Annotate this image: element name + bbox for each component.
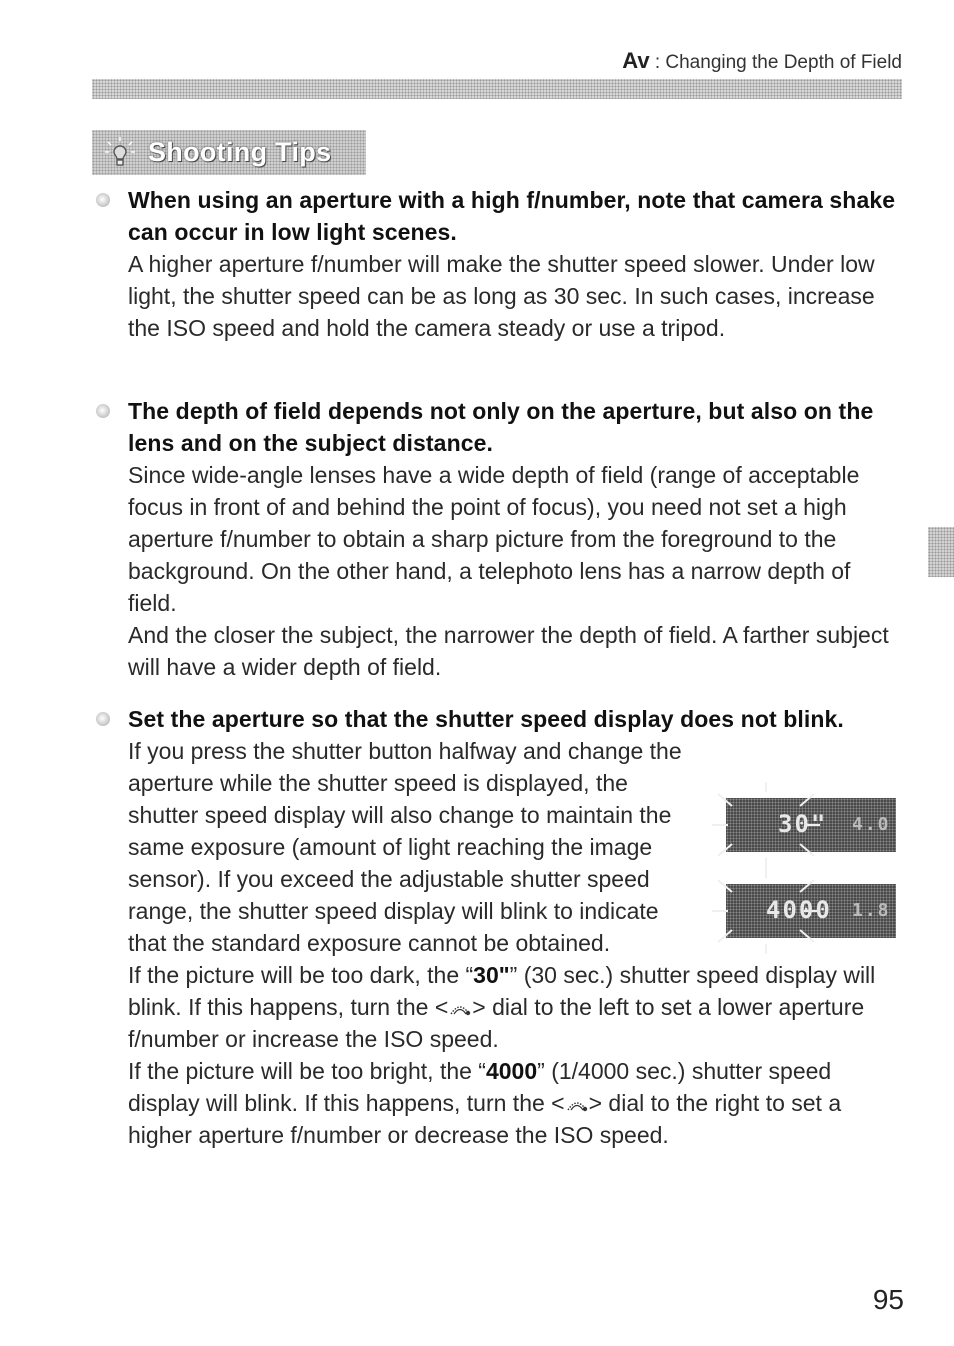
mode-label: Av: [622, 48, 650, 73]
main-dial-icon: [565, 1095, 589, 1113]
bullet-icon: [96, 712, 110, 726]
lcd-display-4000: [726, 884, 896, 938]
bullet-icon: [96, 404, 110, 418]
text-span: ” (30 sec.) shutter speed display will blink. If this happens, turn the <: [128, 962, 876, 1020]
shooting-tips-label: Shooting Tips: [148, 137, 332, 167]
page-header-title: [622, 48, 902, 74]
bullet-icon: [96, 193, 110, 207]
tip-1: [128, 184, 898, 344]
page-number: 95: [872, 1284, 904, 1315]
chapter-side-tab: [928, 527, 954, 577]
lightbulb-icon: [104, 136, 136, 170]
tip-1-heading: When using an aperture with a high f/number, note that camera shake can occur in low light scenes.: [128, 187, 896, 245]
shooting-tips-banner: [92, 130, 366, 175]
header-text: : Changing the Depth of Field: [649, 52, 902, 73]
lcd-shutter-value: 30": [778, 810, 828, 838]
tip-2-heading: The depth of field depends not only on the aperture, but also on the lens and on the subject distance.: [128, 398, 874, 456]
text-span: ” (1/4000 sec.) shutter speed display will blink. If this happens, turn the <: [128, 1058, 832, 1116]
tip-3-paragraph-1: If you press the shutter button halfway and change the aperture while the shutter speed is displayed, the shutter speed display will also change to maintain the same exposure (amount of light reaching the image sensor). If you exceed the adjustable shutter speed range, the shutter speed display will blink to indicate that the standard exposure cannot be obtained.: [128, 738, 682, 956]
lcd-aperture-value: 4.0: [852, 814, 891, 835]
text-span: > dial to the left to set a lower aperture f/number or increase the ISO speed.: [128, 994, 865, 1052]
tip-2: [128, 395, 898, 683]
shutter-4000-label: 4000: [485, 1058, 538, 1084]
tip-2-body: [128, 459, 898, 683]
main-dial-icon: [448, 999, 472, 1017]
tip-2-paragraph-2: And the closer the subject, the narrower the depth of field. A farther subject will have a wider depth of field.: [128, 622, 889, 680]
tip-3-paragraph-3: [128, 1055, 898, 1151]
tip-1-body: A higher aperture f/number will make the shutter speed slower. Under low light, the shutter speed can be as long as 30 sec. In such cases, increase the ISO speed and hold the camera steady or use a tripod.: [128, 251, 875, 341]
lcd-shutter-value: 4000: [766, 896, 832, 924]
header-bar: [92, 79, 902, 99]
shutter-30-label: 30": [473, 962, 510, 988]
tip-3-paragraph-2: [128, 959, 898, 1055]
text-span: If the picture will be too dark, the “: [128, 962, 474, 988]
lcd-display-30sec: [726, 798, 896, 852]
lcd-aperture-value: 1.8: [852, 900, 891, 921]
text-span: > dial to the right to set a higher aperture f/number or decrease the ISO speed.: [128, 1090, 842, 1148]
tip-2-paragraph-1: Since wide-angle lenses have a wide depth of field (range of acceptable focus in front of and behind the point of focus), you need not set a high aperture f/number to obtain a sharp picture from the foreground to the background. On the other hand, a telephoto lens has a narrow depth of field.: [128, 462, 860, 616]
text-span: If the picture will be too bright, the “: [128, 1058, 486, 1084]
tip-3-heading: Set the aperture so that the shutter speed display does not blink.: [128, 706, 844, 732]
